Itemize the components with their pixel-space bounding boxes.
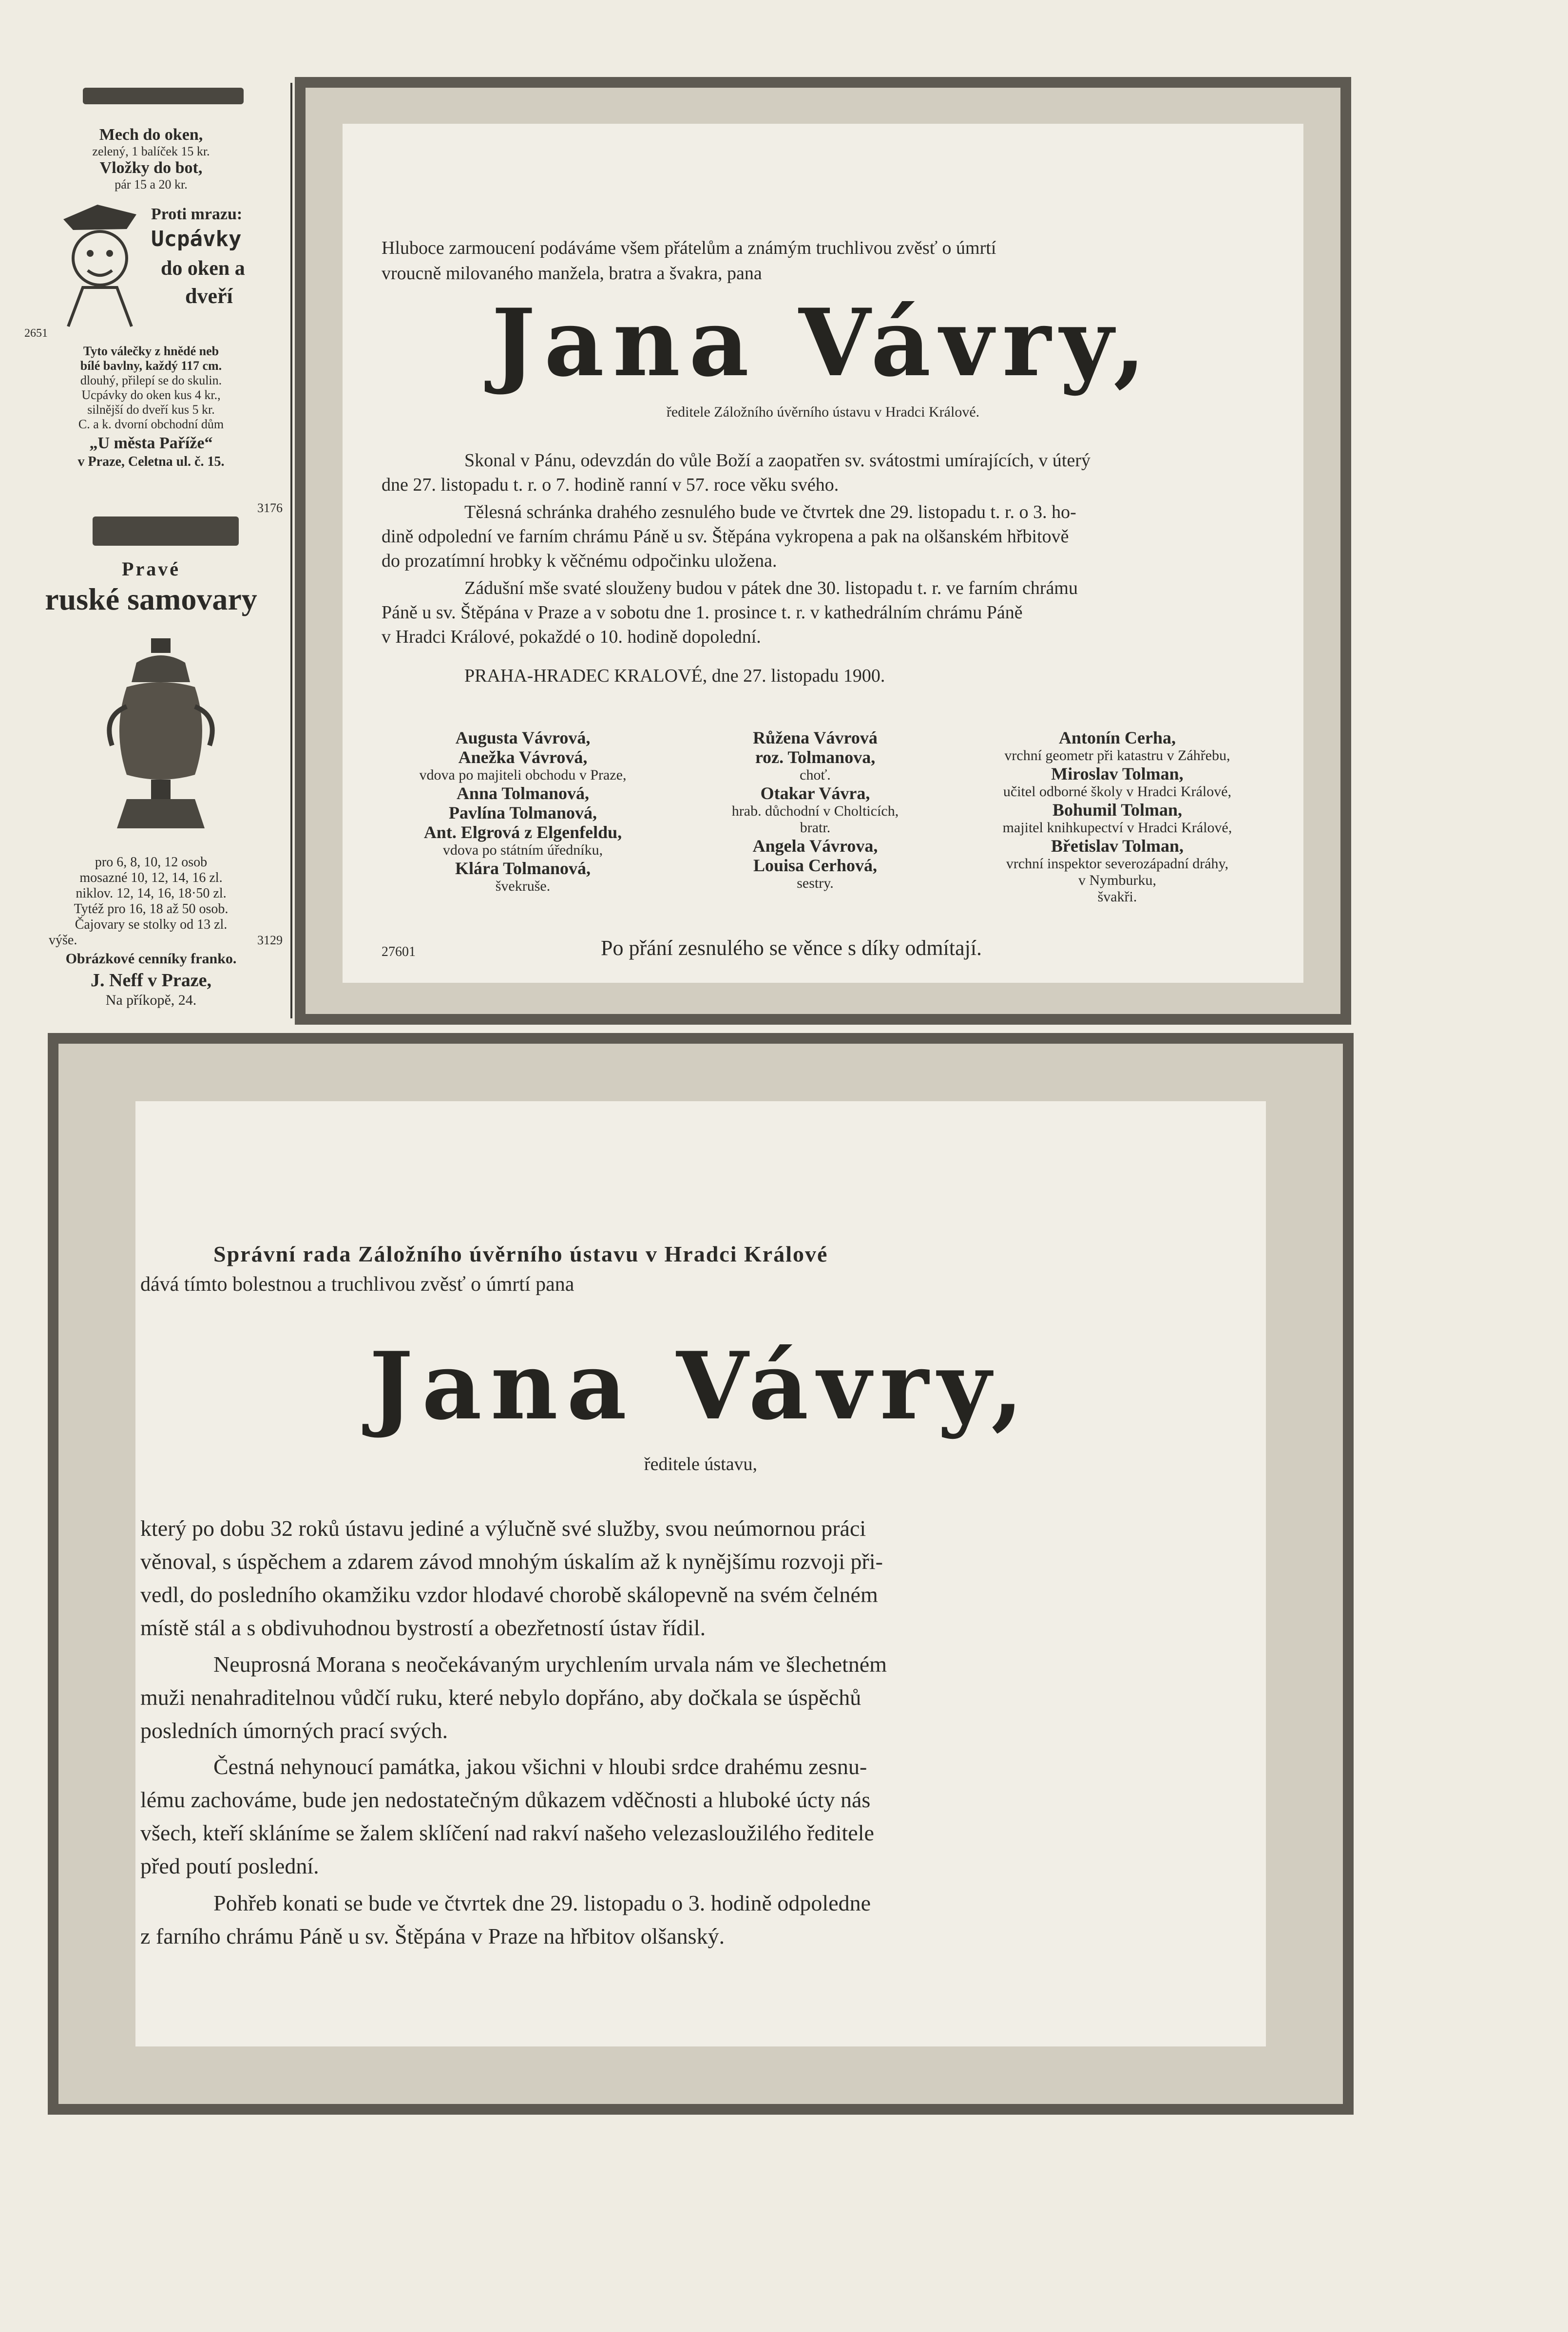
deceased-title: ředitele Záložního úvěrního ústavu v Hradci Králové. bbox=[666, 404, 980, 420]
signer-name: Miroslav Tolman, bbox=[1051, 764, 1184, 784]
signer-detail: sestry. bbox=[797, 875, 834, 891]
ad-line: výše. bbox=[49, 933, 77, 948]
ad-line: v Praze, Celetna ul. č. 15. bbox=[77, 454, 225, 469]
signer-detail: vdova po státním úředníku, bbox=[442, 842, 603, 858]
ad-line: Ucpávky do oken kus 4 kr., bbox=[81, 388, 221, 402]
text-line: věnoval, s úspěchem a zdarem závod mnohým úskalím až k nynějšímu rozvoji při- bbox=[140, 1549, 883, 1574]
ad-line: „U města Paříže“ bbox=[89, 434, 213, 452]
column-rule bbox=[290, 83, 292, 1018]
ad-line: Pravé bbox=[122, 558, 180, 580]
ad-number: 3129 bbox=[257, 933, 283, 947]
signer-detail: majitel knihkupectví v Hradci Králové, bbox=[1002, 820, 1232, 836]
samovar-icon bbox=[93, 633, 229, 838]
signer-detail: bratr. bbox=[800, 820, 831, 836]
text-line: v Hradci Králové, pokaždé o 10. hodině dopolední. bbox=[382, 627, 761, 647]
text-line: do prozatímní hrobky k věčnému odpočinku uložena. bbox=[382, 551, 777, 571]
text-line: lému zachováme, bude jen nedostatečným důkazem vděčnosti a hluboké úcty nás bbox=[140, 1787, 871, 1812]
text-line: dne 27. listopadu t. r. o 7. hodině ranní v 57. roce věku svého. bbox=[382, 475, 839, 495]
notice-number: 27601 bbox=[382, 944, 416, 959]
body-paragraph bbox=[140, 1512, 1261, 1644]
ad-line: silnější do dveří kus 5 kr. bbox=[87, 402, 215, 417]
notice-heading: Správní rada Záložního úvěrního ústavu v Hradci Králové bbox=[213, 1242, 828, 1266]
signers-column-2 bbox=[684, 728, 947, 892]
body-paragraph bbox=[140, 1648, 1261, 1747]
ad-line: do oken a bbox=[161, 257, 245, 280]
ad-line: pár 15 a 20 kr. bbox=[115, 177, 188, 191]
signer-detail: švekruše. bbox=[495, 878, 551, 894]
text-line: Zádušní mše svaté slouženy budou v pátek dne 30. listopadu t. r. ve farním chrámu bbox=[464, 578, 1078, 598]
doorman-illustration-icon bbox=[54, 200, 146, 331]
ad-line: Tyto válečky z hnědé neb bbox=[83, 344, 219, 358]
ad-line: dlouhý, přilepí se do skulin. bbox=[80, 373, 222, 387]
ad-line: 2651 bbox=[24, 327, 48, 340]
text-line: z farního chrámu Páně u sv. Štěpána v Praze na hřbitov olšanský. bbox=[140, 1924, 725, 1949]
ad-line: pro 6, 8, 10, 12 osob bbox=[95, 855, 208, 870]
signers-column-3 bbox=[961, 728, 1273, 905]
body-paragraph bbox=[140, 1887, 1261, 1953]
signer-name: Otakar Vávra, bbox=[760, 784, 870, 803]
signer-detail: švakři. bbox=[1097, 889, 1137, 905]
intro-line: dává tímto bolestnou a truchlivou zvěsť o úmrtí pana bbox=[140, 1273, 574, 1296]
signer-detail: vrchní inspektor severozápadní dráhy, bbox=[1006, 856, 1229, 872]
notice-footer: Po přání zesnulého se věnce s díky odmítají. bbox=[601, 936, 982, 960]
ad-banner bbox=[83, 88, 244, 104]
signers-column-1 bbox=[372, 728, 674, 895]
notice-body bbox=[343, 124, 1303, 983]
notice-body bbox=[135, 1101, 1266, 2046]
ad-line: zelený, 1 balíček 15 kr. bbox=[92, 144, 210, 158]
text-line: Pohřeb konati se bude ve čtvrtek dne 29. listopadu o 3. hodině odpoledne bbox=[213, 1891, 871, 1915]
signer-name: Ant. Elgrová z Elgenfeldu, bbox=[423, 822, 622, 842]
ad-line: Na příkopě, 24. bbox=[105, 992, 197, 1008]
deceased-name: Jana Vávry, bbox=[491, 288, 1155, 397]
text-line: všech, kteří skláníme se žalem sklíčení nad rakví našeho velezasloužilého ředitele bbox=[140, 1820, 874, 1845]
signer-detail: vrchní geometr při katastru v Záhřebu, bbox=[1004, 747, 1230, 764]
text-line: Čestná nehynoucí památka, jakou všichni v hloubi srdce drahému zesnu- bbox=[213, 1754, 867, 1779]
text-line: který po dobu 32 roků ústavu jediné a výlučně své služby, svou neúmornou práci bbox=[140, 1516, 866, 1541]
signer-detail: učitel odborné školy v Hradci Králové, bbox=[1003, 784, 1232, 800]
ad-line: C. a k. dvorní obchodní dům bbox=[78, 417, 224, 431]
ad-line: mosazné 10, 12, 14, 16 zl. bbox=[79, 870, 223, 885]
ad-banner bbox=[93, 516, 239, 546]
text-line: Neuprosná Morana s neočekávaným urychlením urvala nám ve šlechetném bbox=[213, 1652, 887, 1677]
ad-line: bílé bavlny, každý 117 cm. bbox=[80, 359, 222, 373]
ad-line: Vložky do bot, bbox=[99, 159, 203, 177]
intro-line: vroucně milovaného manžela, bratra a švakra, pana bbox=[382, 263, 762, 284]
text-line: vedl, do posledního okamžiku vzdor hlodavé chorobě skálopevně na svém čelném bbox=[140, 1582, 878, 1607]
text-line: Skonal v Pánu, odevzdán do vůle Boží a zaopatřen sv. svátostmi umírajících, v úterý bbox=[464, 450, 1091, 471]
ad-line: Ucpávky bbox=[151, 227, 242, 251]
signer-detail: v Nymburku, bbox=[1078, 872, 1156, 888]
text-line: muži nenahraditelnou vůdčí ruku, které nebylo dopřáno, aby dočkala se úspěchů bbox=[140, 1685, 861, 1710]
signer-name: Angela Vávrova, bbox=[752, 836, 878, 856]
signer-name: Louisa Cerhová, bbox=[753, 856, 878, 875]
ad-line: ruské samovary bbox=[45, 582, 257, 616]
signer-name: Bohumil Tolman, bbox=[1052, 800, 1183, 820]
text-line: Tělesná schránka drahého zesnulého bude ve čtvrtek dne 29. listopadu t. r. o 3. ho- bbox=[464, 502, 1076, 522]
signer-detail: choť. bbox=[800, 767, 831, 783]
obituary-notice-board bbox=[48, 1033, 1354, 2115]
signer-name: roz. Tolmanova, bbox=[755, 747, 876, 767]
place-date: PRAHA-HRADEC KRALOVÉ, dne 27. listopadu 1900. bbox=[464, 666, 885, 686]
ad-number: 3176 bbox=[257, 501, 283, 515]
text-line: Páně u sv. Štěpána v Praze a v sobotu dne 1. prosince t. r. v kathedrálním chrámu Páně bbox=[382, 602, 1023, 623]
ad-line: J. Neff v Praze, bbox=[91, 970, 211, 991]
ad-line: Obrázkové cenníky franko. bbox=[65, 951, 237, 967]
ad-samovars bbox=[19, 516, 283, 1023]
text-line: před poutí poslední. bbox=[140, 1854, 319, 1878]
ad-line: Tytéž pro 16, 18 až 50 osob. bbox=[74, 901, 229, 917]
body-paragraph bbox=[140, 1750, 1261, 1883]
ad-line: Mech do oken, bbox=[99, 126, 203, 144]
ad-line: dveří bbox=[185, 284, 233, 308]
deceased-name: Jana Vávry, bbox=[369, 1332, 1033, 1440]
signer-name: Klára Tolmanová, bbox=[455, 859, 591, 878]
signer-name: Augusta Vávrová, bbox=[455, 728, 591, 747]
signer-detail: hrab. důchodní v Cholticích, bbox=[731, 803, 899, 819]
ad-line: Čajovary se stolky od 13 zl. bbox=[75, 917, 228, 932]
deceased-title: ředitele ústavu, bbox=[644, 1454, 758, 1474]
signer-name: Anežka Vávrová, bbox=[458, 747, 588, 767]
signer-name: Antonín Cerha, bbox=[1058, 728, 1176, 747]
intro-line: Hluboce zarmoucení podáváme všem přátelům a známým truchlivou zvěsť o úmrtí bbox=[382, 238, 996, 258]
signer-name: Pavlína Tolmanová, bbox=[448, 803, 597, 822]
signer-name: Anna Tolmanová, bbox=[456, 784, 590, 803]
text-line: dině odpolední ve farním chrámu Páně u sv. Štěpána vykropena a pak na olšanském hřbitově bbox=[382, 526, 1069, 547]
signer-name: Břetislav Tolman, bbox=[1051, 836, 1184, 856]
obituary-notice-family bbox=[295, 77, 1351, 1025]
text-line: posledních úmorných prací svých. bbox=[140, 1718, 448, 1743]
signer-detail: vdova po majiteli obchodu v Praze, bbox=[419, 767, 627, 783]
text-line: místě stál a s obdivuhodnou bystrostí a obezřetností ústav řídil. bbox=[140, 1615, 706, 1640]
ad-line: Proti mrazu: bbox=[151, 205, 243, 223]
signer-name: Růžena Vávrová bbox=[753, 728, 878, 747]
ad-line: niklov. 12, 14, 16, 18·50 zl. bbox=[76, 886, 227, 901]
